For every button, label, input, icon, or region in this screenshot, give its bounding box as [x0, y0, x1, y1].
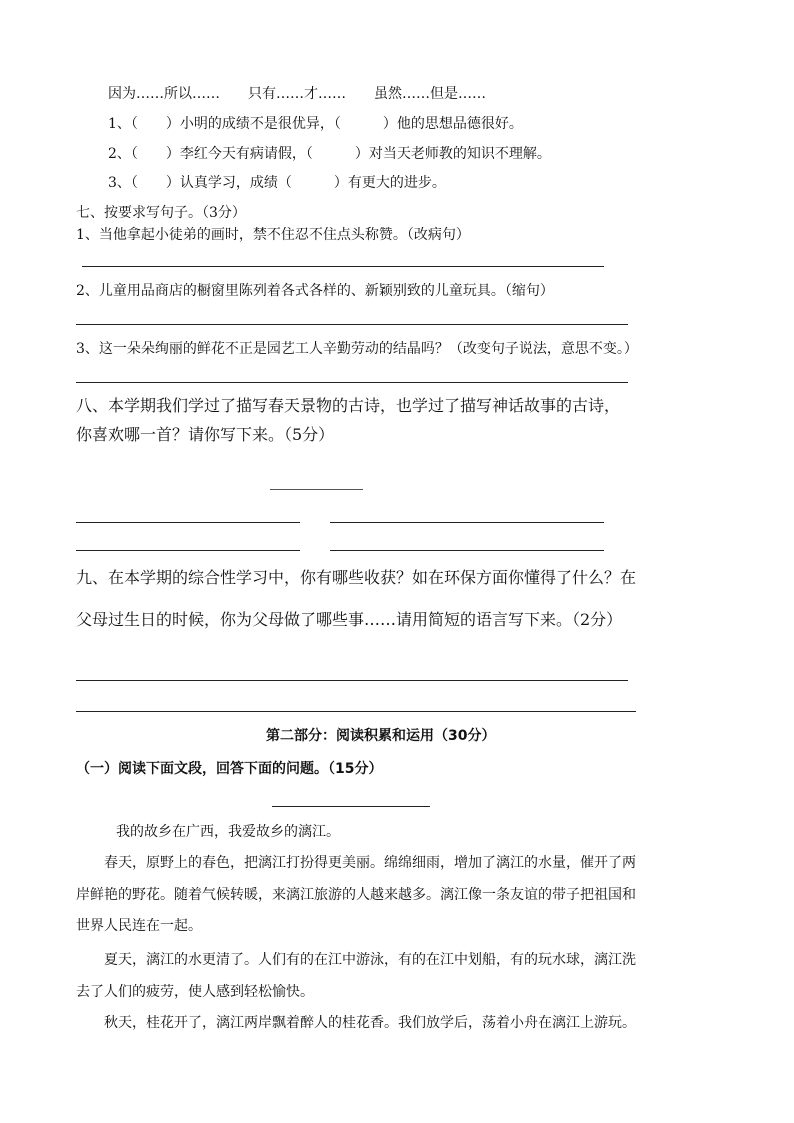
section-9-line-1: 九、在本学期的综合性学习中，你有哪些收获？如在环保方面你懂得了什么？在	[76, 568, 637, 587]
section-7-item-2: 2、儿童用品商店的橱窗里陈列着各式各样的、新颖别致的儿童玩具。（缩句）	[76, 283, 554, 299]
passage-line: 去了人们的疲劳，使人感到轻松愉快。	[76, 984, 314, 1000]
answer-line	[330, 522, 604, 523]
answer-line	[76, 550, 300, 551]
answer-line	[76, 680, 628, 681]
answer-line	[76, 324, 628, 325]
fill-blank-2: 2、（ ）李红今天有病请假，（ ）对当天老师教的知识不理解。	[108, 146, 551, 162]
poem-title-line	[270, 489, 363, 490]
passage-line: 秋天，桂花开了，漓江两岸飘着醉人的桂花香。我们放学后，荡着小舟在漓江上游玩。	[104, 1015, 636, 1031]
section-8-line-1: 八、本学期我们学过了描写春天景物的古诗，也学过了描写神话故事的古诗，	[76, 396, 621, 415]
section-7-item-3: 3、这一朵朵绚丽的鲜花不正是园艺工人辛勤劳动的结晶吗？（改变句子说法，意思不变。）	[76, 341, 638, 357]
passage-line: 岸鲜艳的野花。随着气候转暖，来漓江旅游的人越来越多。漓江像一条友谊的带子把祖国和	[76, 887, 636, 903]
passage-line: 夏天，漓江的水更清了。人们有的在江中游泳，有的在江中划船，有的玩水球，漓江洗	[104, 952, 636, 968]
section-7-title: 七、按要求写句子。（3分）	[76, 205, 246, 221]
section-7-item-1: 1、当他拿起小徒弟的画时，禁不住忍不住点头称赞。（改病句）	[76, 227, 470, 243]
fill-blank-1: 1、（ ）小明的成绩不是很优异，（ ）他的思想品德很好。	[108, 116, 523, 132]
section-8-line-2: 你喜欢哪一首？请你写下来。（5分）	[76, 425, 335, 444]
section-9-line-2: 父母过生日的时候，你为父母做了哪些事……请用简短的语言写下来。（2分）	[76, 610, 623, 629]
fill-blank-3: 3、（ ）认真学习，成绩（ ）有更大的进步。	[108, 175, 446, 191]
answer-line	[76, 522, 300, 523]
passage-line: 世界人民连在一起。	[76, 918, 202, 934]
reading-instructions: （一）阅读下面文段，回答下面的问题。（15分）	[76, 761, 383, 777]
answer-line	[76, 711, 636, 712]
answer-line	[76, 382, 628, 383]
part-2-title: 第二部分：阅读积累和运用（30分）	[266, 728, 496, 744]
answer-line	[82, 266, 604, 267]
passage-line: 我的故乡在广西，我爱故乡的漓江。	[116, 824, 340, 840]
answer-line	[330, 550, 604, 551]
passage-line: 春天，原野上的春色，把漓江打扮得更美丽。绵绵细雨，增加了漓江的水量，催开了两	[104, 855, 636, 871]
passage-title-line	[272, 806, 430, 807]
conjunction-options: 因为……所以…… 只有……才…… 虽然……但是……	[108, 86, 486, 102]
